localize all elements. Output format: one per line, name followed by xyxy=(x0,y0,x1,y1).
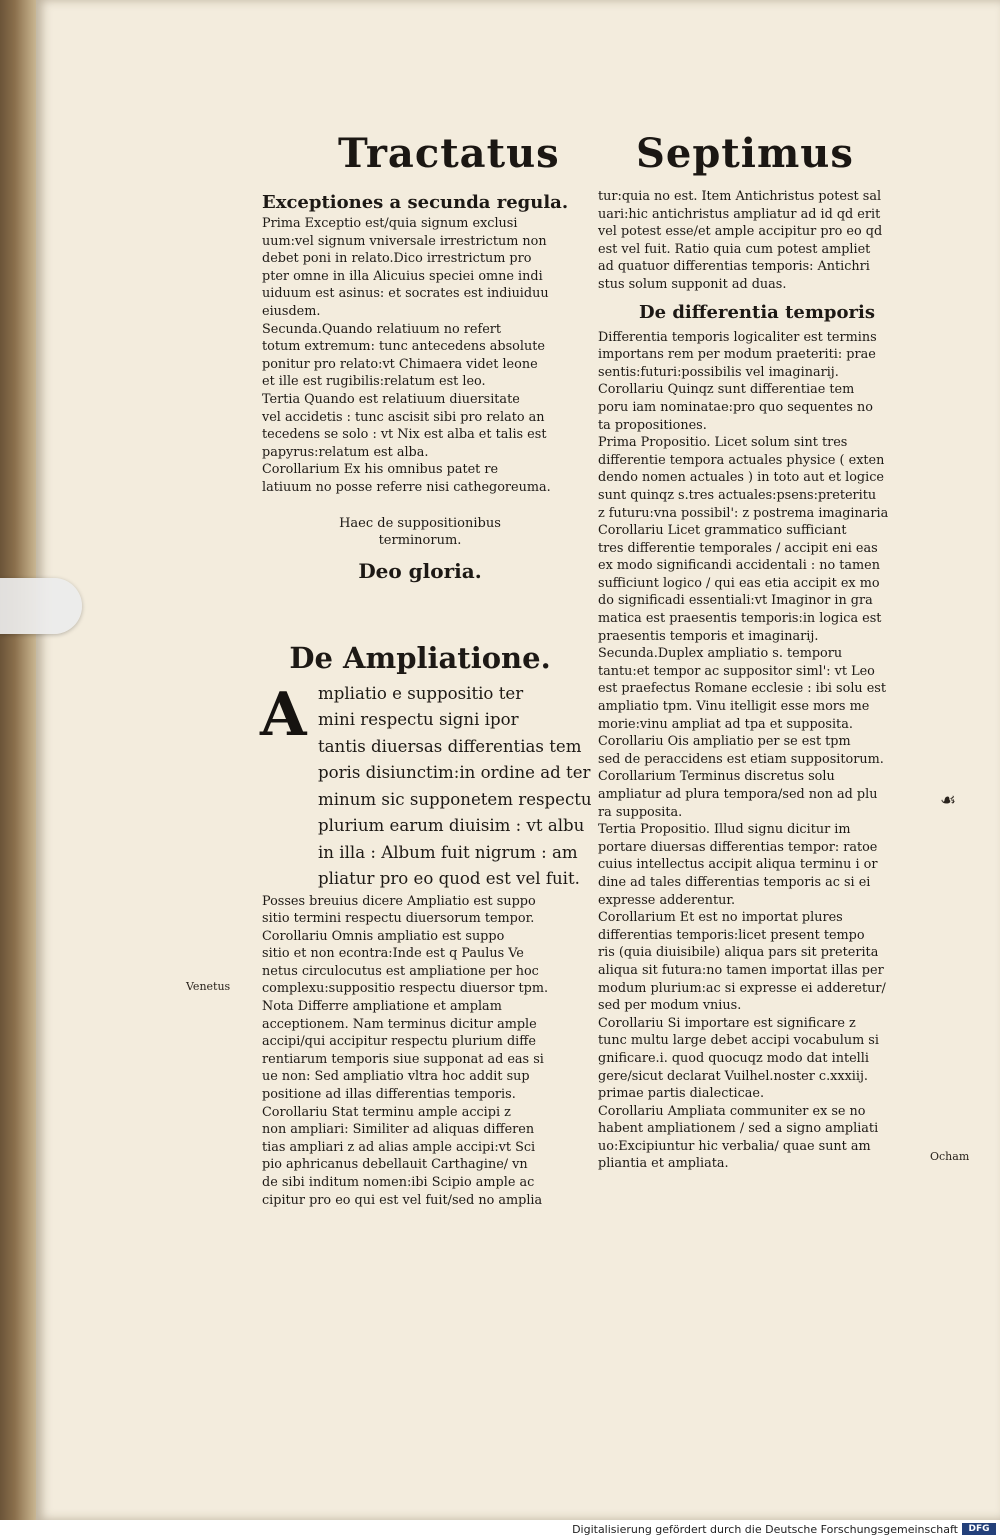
manicule-mark-icon: ☙ xyxy=(940,790,957,811)
continuation-text: tur:quia no est. Item Antichristus potest sal uari:hic antichristus ampliatur ad id qd erit vel potest esse/et ample accipitur pro eo qd est vel fuit. Ratio quia cum potest ampliet ad quatuor differentias temporis: Antichri stus solum supponit ad duas. xyxy=(598,189,883,292)
page-tab-marker[interactable] xyxy=(0,578,82,634)
right-column xyxy=(598,188,916,1173)
footer-bar xyxy=(0,1522,1000,1537)
dfg-logo: DFG xyxy=(962,1523,996,1535)
section-heading: Exceptiones a secunda regula. xyxy=(262,192,569,213)
exceptions-text: Prima Exceptio est/quia signum exclusi uum:vel signum vniversale irrestrictum non debet poni in relato.Dico irrestrictum pro pter omne in illa Alicuius speciei omne indi uiduum est asinus: et socrates est indiuiduu eiusdem. Secunda.Quando relatiuum no refert totum extremum: tunc antecedens absolute ponitur pro relato:vt Chimaera videt leone et ille est rugibilis:relatum est leo. Tertia Quando est relatiuum diuersitate vel accidetis : tunc ascisit sibi pro relato an tecedens se solo : vt Nix est alba et talis est papyrus:relatum est alba. Corollarium Ex his omnibus patet re latiuum no posse referre nisi cathegoreuma. xyxy=(262,216,551,495)
running-head-right: Septimus xyxy=(636,130,854,177)
deo-gloria: Deo gloria. xyxy=(358,558,482,583)
ampliatio-definition xyxy=(260,679,592,893)
running-head-left: Tractatus xyxy=(338,130,560,177)
differentia-heading: De differentia temporis xyxy=(639,301,875,323)
colophon: Haec de suppositionibus terminorum. xyxy=(339,515,501,548)
margin-note-venetus: Venetus xyxy=(186,980,231,993)
differentia-text: Differentia temporis logicaliter est termins importans rem per modum praeteriti: prae sentis:futuri:possibilis vel imaginarij. Corollariu Quinqz sunt differentiae tem poru iam nominatae:pro quo sequentes no ta propositiones. Prima Propositio. Licet solum sint tres differentie tempora actuales physice ( exten dendo nomen actuales ) in toto aut et logice sunt quinqz s.tres actuales:psens:preteritu z futuru:vna possibil': z postrema imaginaria Corollariu Licet grammatico sufficiant tres differentie temporales / accipit eni eas ex modo significandi accidentali : no tamen sufficiunt logico / qui eas etia accipit ex mo do significadi essentiali:vt Imaginor in gra matica est praesentis temporis:in logica est praesentis temporis et imaginarij. Secunda.Duplex ampliatio s. temporu tantu:et tempor ac suppositor siml': vt Leo est praefectus Romane ecclesie : ibi solu est ampliatio tpm. Vinu itelligit esse mors me morie:vinu ampliat ad tpa et supposita. Corollariu Ois ampliatio per se est tpm sed de peraccidens est etiam suppositorum. Corollarium Terminus discretus solu ampliatur ad plura tempora/sed non ad plu ra supposita. Tertia Propositio. Illud signu dicitur im portare diuersas differentias tempor: ratoe cuius intellectus accipit aliqua terminu i or dine ad tales differentias temporis ac si ei expresse adderentur. Corollarium Et est no importat plures differentias temporis:licet present tempo ris (quia diuisibile) aliqua pars sit preterita aliqua sit futura:no tamen importat illas per modum plurium:ac si expresse ei adderetur/ sed per modum vnius. Corollariu Si importare est significare z tunc multu large debet accipi vocabulum si gnificare.i. quod quocuqz modo dat intelli gere/sicut declarat Vuilhel.noster c.xxxiij. primae partis dialecticae. Corollariu Ampliata communiter ex se no habent ampliationem / sed a signo ampliati uo:Excipiuntur hic verbalia/ quae sunt am pliantia et ampliata. xyxy=(598,329,889,1172)
drop-cap: A xyxy=(260,679,307,750)
corollaria-text: Posses breuius dicere Ampliatio est suppo sitio termini respectu diuersorum tempor. Corollariu Omnis ampliatio est suppo sitio et non econtra:Inde est q Paulus Ve netus circulocutus est ampliatione per hoc complexu:suppositio respectu diuersor tpm. Nota Differre ampliatione et amplam acceptionem. Nam terminus dicitur ample accipi/qui accipitur respectu plurium diffe rentiarum temporis siue supponat ad eas si ue non: Sed ampliatio vltra hoc addit sup positione ad illas differentias temporis. Corollariu Stat terminu ample accipi z non ampliari: Similiter ad aliquas differen tias ampliari z ad alias ample accipi:vt Sci pio aphricanus debellauit Carthagine/ vn de sibi inditum nomen:ibi Scipio ample ac cipitur pro eo qui est vel fuit/sed no amplia xyxy=(262,893,549,1208)
footer-credit: Digitalisierung gefördert durch die Deutsche Forschungsgemeinschaft xyxy=(572,1523,958,1536)
definition-text: mpliatio e suppositio ter mini respectu signi ipor tantis diuersas differentias tem poris disiunctim:in ordine ad ter minum sic supponetem respectu plurium earum diuisim : vt albu in illa : Album fuit nigrum : am pliatur pro eo quod est vel fuit. xyxy=(318,683,592,888)
margin-note-ocham: Ocham xyxy=(930,1150,970,1163)
ampliatione-heading: De Ampliatione. xyxy=(289,640,551,675)
left-column xyxy=(260,190,592,1209)
